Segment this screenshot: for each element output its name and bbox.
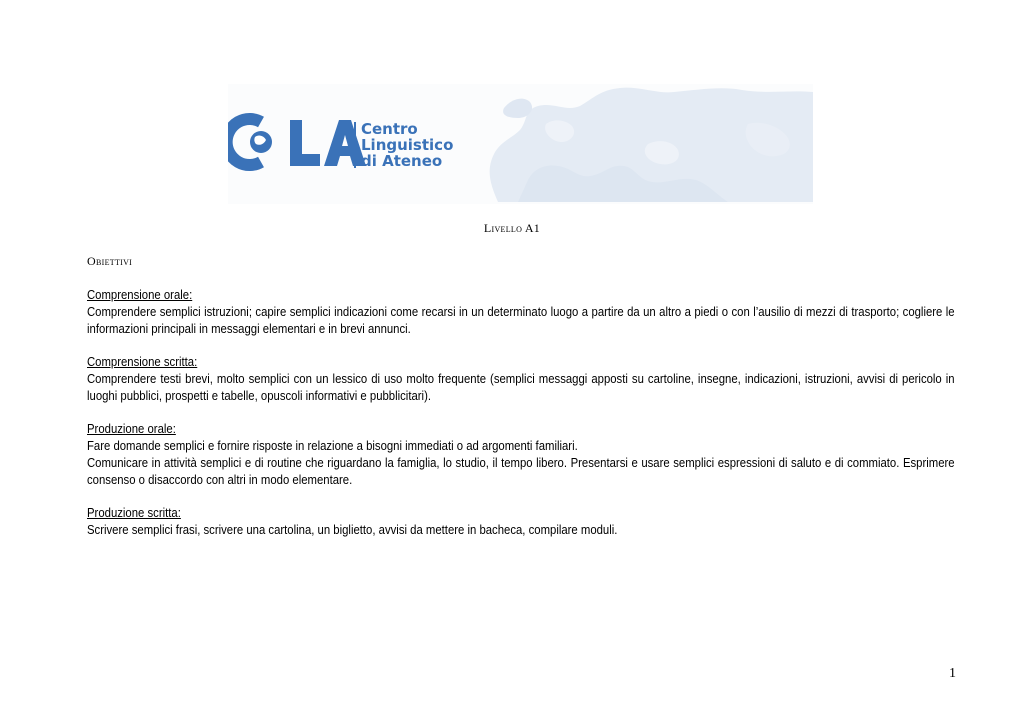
block-paragraph: Comprendere semplici istruzioni; capire semplici indicazioni come recarsi in un determinato luogo a partire da un altro a piedi o con l’ausilio di mezzi di trasporto; cogliere le informazioni principali in messaggi elementari e in brevi annunci. bbox=[87, 305, 955, 336]
block-paragraph: Comprendere testi brevi, molto semplici con un lessico di uso molto frequente (semplici messaggi apposti su cartoline, insegne, indicazioni, istruzioni, avvisi di pericolo in luoghi pubblici, prospetti e tabelle, opuscoli informativi e pubblicitari). bbox=[87, 372, 955, 403]
block-comprensione-orale bbox=[87, 287, 955, 338]
section-title: Obiettivi bbox=[87, 254, 133, 268]
logo-name-line2: Linguistico bbox=[361, 136, 454, 154]
block-produzione-orale bbox=[87, 421, 955, 489]
block-heading: Produzione orale: bbox=[87, 422, 176, 436]
block-paragraph: Comunicare in attività semplici e di routine che riguardano la famiglia, lo studio, il tempo libero. Presentarsi e usare semplici espressioni di saluto e di commiato. Esprimere consenso o disaccordo con altri in modo elementare. bbox=[87, 456, 955, 487]
cla-logo bbox=[228, 84, 458, 204]
block-heading: Produzione scritta: bbox=[87, 506, 181, 520]
block-comprensione-scritta bbox=[87, 354, 955, 405]
block-paragraph: Scrivere semplici frasi, scrivere una cartolina, un biglietto, avvisi da mettere in bacheca, compilare moduli. bbox=[87, 523, 618, 537]
block-paragraph: Fare domande semplici e fornire risposte in relazione a bisogni immediati o ad argomenti familiari. bbox=[87, 439, 578, 453]
block-heading: Comprensione orale: bbox=[87, 288, 193, 302]
block-heading: Comprensione scritta: bbox=[87, 355, 198, 369]
block-produzione-scritta bbox=[87, 505, 955, 539]
level-title: Livello A1 bbox=[483, 221, 541, 235]
header-banner bbox=[228, 84, 813, 204]
logo-name-line1: Centro bbox=[361, 120, 418, 138]
logo-name-line3: di Ateneo bbox=[361, 152, 443, 170]
objectives-content bbox=[87, 287, 955, 555]
page-number: 1 bbox=[949, 666, 956, 681]
